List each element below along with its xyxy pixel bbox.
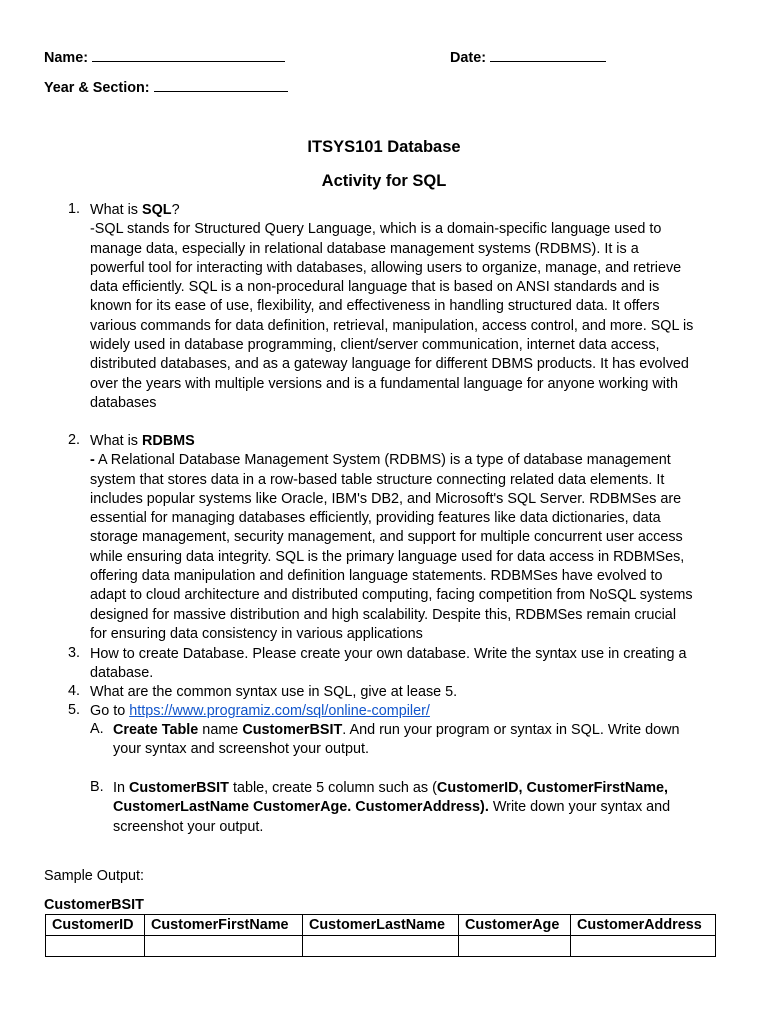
course-title: ITSYS101 Database bbox=[307, 138, 461, 156]
answer-line: for ensuring data consistency in various applications bbox=[90, 625, 423, 642]
activity-title: Activity for SQL bbox=[321, 172, 447, 190]
q1-number: 1. bbox=[67, 201, 80, 217]
name-field[interactable] bbox=[44, 47, 285, 66]
q2-answer bbox=[90, 471, 730, 645]
date-label: Date: bbox=[450, 50, 486, 66]
answer-line: offering data manipulation and definition language statements. RDBMSes have evolved to bbox=[90, 568, 663, 585]
table-header-row bbox=[46, 915, 716, 936]
date-field[interactable] bbox=[450, 47, 606, 66]
answer-line: manage data, especially in relational database management systems (RDBMS). It is a bbox=[90, 240, 639, 257]
q1-question: What is SQL? bbox=[90, 202, 180, 218]
q5-goto: Go to https://www.programiz.com/sql/online-compiler/ bbox=[90, 703, 430, 719]
name-label: Name: bbox=[44, 50, 88, 66]
answer-line: essential for managing databases efficiently, providing features like data dictionaries, data bbox=[90, 510, 661, 527]
answer-line: distributed databases, and as a gateway language for different DBMS products. It has evolved bbox=[90, 356, 689, 373]
table-cell[interactable] bbox=[459, 936, 571, 957]
column-header: CustomerLastName bbox=[303, 915, 459, 936]
table-row bbox=[46, 936, 716, 957]
answer-line: includes popular systems like Oracle, IBM's DB2, and Microsoft's SQL Server. RDBMSes are bbox=[90, 490, 682, 507]
answer-line: various commands for data definition, retrieval, manipulation, access control, and more. SQL is bbox=[90, 317, 694, 334]
q3-block bbox=[90, 645, 730, 684]
answer-line: designed for massive distribution and high scalability. Despite this, RDBMSes remain crucial bbox=[90, 606, 677, 623]
year-section-label: Year & Section: bbox=[44, 80, 150, 96]
year-section-blank[interactable] bbox=[154, 77, 288, 92]
answer-line: known for its ease of use, flexibility, and effectiveness in handling structured data. It offers bbox=[90, 298, 660, 315]
sample-output-label: Sample Output: bbox=[44, 868, 144, 884]
answer-line: over the years with multiple versions and is a fundamental language for anyone working with bbox=[90, 375, 678, 392]
q2-question: What is RDBMS bbox=[90, 433, 195, 449]
q1-answer bbox=[90, 220, 730, 413]
q5a-text: Create Table name CustomerBSIT. And run your program or syntax in SQL. Write down your syntax and screenshot your output. bbox=[113, 722, 680, 758]
answer-line: powerful tool for interacting with databases, allowing users to organize, manage, and retrieve bbox=[90, 259, 682, 276]
answer-line: while ensuring data integrity. SQL is the primary language used for data access in RDBMSes, bbox=[90, 548, 685, 565]
q4-number: 4. bbox=[67, 683, 80, 699]
name-blank[interactable] bbox=[92, 47, 285, 62]
q2-number: 2. bbox=[67, 432, 80, 448]
answer-line: widely used in database programming, client/server communication, internet data access, bbox=[90, 337, 660, 354]
answer-line: adapt to cloud architecture and distributed computing, facing competition from NoSQL systems bbox=[90, 587, 693, 604]
date-blank[interactable] bbox=[490, 47, 606, 62]
answer-line: system that stores data in a row-based table structure connecting related data elements. It bbox=[90, 471, 665, 488]
column-header: CustomerAge bbox=[459, 915, 571, 936]
compiler-link[interactable]: https://www.programiz.com/sql/online-compiler/ bbox=[129, 703, 430, 719]
answer-line: storage management, security management, and support for multiple concurrent user access bbox=[90, 529, 683, 546]
q3-line1: How to create Database. Please create your own database. Write the syntax use in creating a bbox=[90, 646, 687, 662]
table-cell[interactable] bbox=[571, 936, 716, 957]
answer-line: data efficiently. SQL is a non-procedural language that is based on ANSI standards and is bbox=[90, 279, 660, 296]
answer-line: databases bbox=[90, 394, 157, 411]
q2-block bbox=[90, 432, 730, 644]
q2-answer-first: - A Relational Database Management System (RDBMS) is a type of database management bbox=[90, 452, 671, 469]
q5b-letter: B. bbox=[90, 779, 104, 795]
column-header: CustomerFirstName bbox=[145, 915, 303, 936]
sample-output-table bbox=[45, 914, 716, 957]
table-cell[interactable] bbox=[145, 936, 303, 957]
sample-table-name: CustomerBSIT bbox=[44, 897, 144, 913]
q3-line2: database. bbox=[90, 665, 154, 682]
q3-number: 3. bbox=[67, 645, 80, 661]
q5a-letter: A. bbox=[90, 721, 104, 737]
column-header: CustomerID bbox=[46, 915, 145, 936]
q1-block bbox=[90, 201, 730, 413]
year-section-field[interactable] bbox=[44, 77, 288, 96]
column-header: CustomerAddress bbox=[571, 915, 716, 936]
q4-text: What are the common syntax use in SQL, give at lease 5. bbox=[90, 684, 458, 700]
answer-line: -SQL stands for Structured Query Language, which is a domain-specific language used to bbox=[90, 221, 662, 238]
table-cell[interactable] bbox=[303, 936, 459, 957]
q5b-text: In CustomerBSIT table, create 5 column such as (CustomerID, CustomerFirstName, CustomerLastName CustomerAge. CustomerAddress). Write down your syntax and screenshot your output. bbox=[113, 780, 671, 835]
q5-number: 5. bbox=[67, 702, 80, 718]
table-cell[interactable] bbox=[46, 936, 145, 957]
